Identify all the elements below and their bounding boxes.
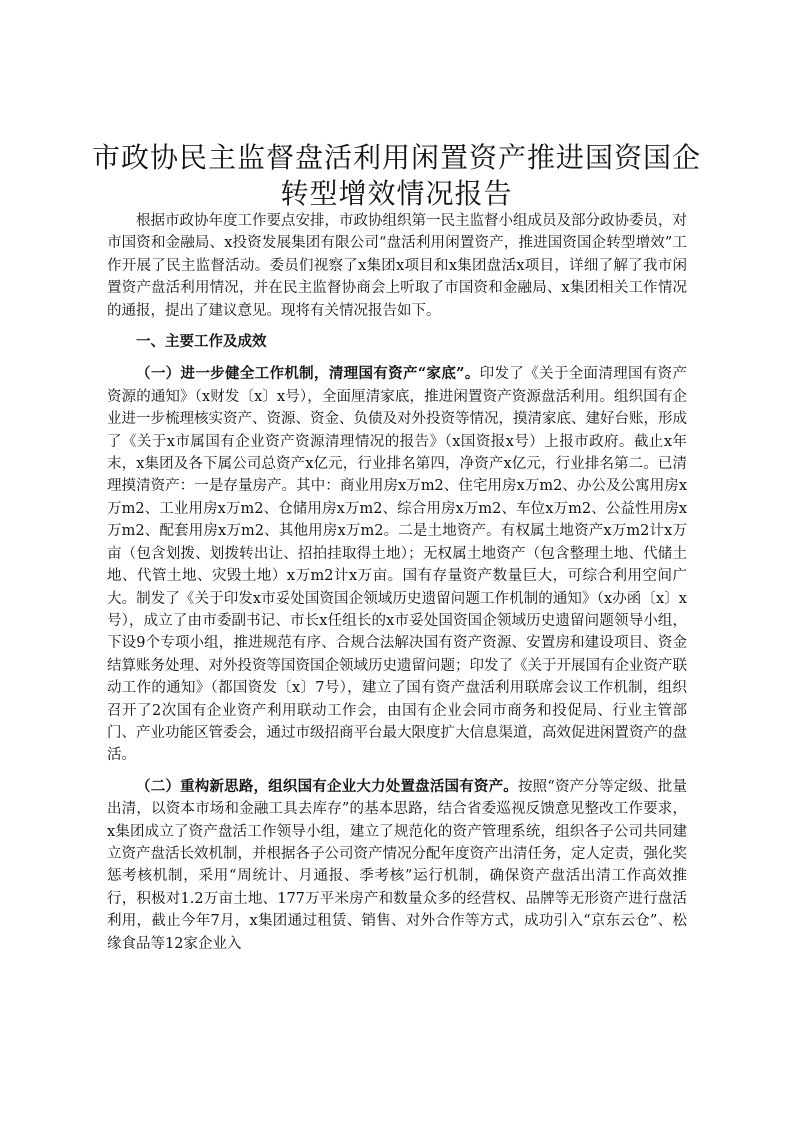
item2-paragraph — [107, 776, 687, 955]
intro-paragraph: 根据市政协年度工作要点安排，市政协组织第一民主监督小组成员及部分政协委员，对市国资和金融局、x投资发展集团有限公司“盘活利用闲置资产，推进国资国企转型增效”工作开展了民主监督活动。委员们视察了x集团x项目和x集团盘活x项目，详细了解了我市闲置资产盘活利用情况，并在民主监督协商会上听取了市国资和金融局、x集团相关工作情况的通报，提出了建议意见。现将有关情况报告如下。 — [107, 213, 687, 319]
item2-lead: （二）重构新思路，组织国有企业大力处置盘活国有资产。 — [136, 777, 518, 795]
section-heading: 一、主要工作及成效 — [136, 334, 267, 351]
document-body — [107, 210, 687, 964]
item2-text: 按照“资产分等定级、批量出清，以资本市场和金融工具去库存”的基本思路，结合省委巡视反馈意见整改工作要求，x集团成立了资产盘活工作领导小组，建立了规范化的资产管理系统，组织各子公司共同建立资产盘活长效机制，并根据各子公司资产情况分配年度资产出清任务，定人定责，强化奖惩考核机制，采用“周统计、月通报、季考核”运行机制，确保资产盘活出清工作高效推行，积极对1.2万亩土地、177万平米房产和数量众多的经营权、品牌等无形资产进行盘活利用，截止今年7月，x集团通过租赁、销售、对外合作等方式，成功引入“京东云仓”、松缘食品等12家企业入 — [107, 778, 688, 952]
item1-paragraph — [107, 363, 687, 766]
item1-text: 印发了《关于全面清理国有资产资源的通知》（x财发〔x〕x号），全面厘清家底，推进闲置资产资源盘活利用。组织国有企业进一步梳理核实资产、资源、资金、负债及对外投资等情况，摸清家底、建好台账，形成了《关于x市属国有企业资产资源清理情况的报告》（x国资报x号）上报市政府。截止x年末，x集团及各下属公司总资产x亿元，行业排名第四，净资产x亿元，行业排名第二。已清理摸清资产：一是存量房产。其中：商业用房x万m2、住宅用房x万m2、办公及公寓用房x万m2、工业用房x万m2、仓储用房x万m2、综合用房x万m2、车位x万m2、公益性用房x万m2、配套用房x万m2、其他用房x万m2。二是土地资产。有权属土地资产x万m2计x万亩（包含划拨、划拨转出让、招拍挂取得土地）；无权属土地资产（包含整理土地、代储土地、代管土地、灾毁土地）x万m2计x万亩。国有存量资产数量巨大，可综合利用空间广大。制发了《关于印发x市妥处国资国企领域历史遗留问题工作机制的通知》（x办函〔x〕x号），成立了由市委副书记、市长x任组长的x市妥处国资国企领域历史遗留问题领导小组，下设9个专项小组，推进规范有序、合规合法解决国有资产资源、安置房和建设项目、资金结算账务处理、对外投资等国资国企领域历史遗留问题；印发了《关于开展国有企业资产联动工作的通知》（都国资发〔x〕7号），建立了国有资产盘活利用联席会议工作机制，组织召开了2次国有企业资产利用联动工作会，由国有企业会同市商务和投促局、行业主管部门、产业功能区管委会，通过市级招商平台最大限度扩大信息渠道，高效促进闲置资产的盘活。 — [107, 366, 687, 764]
document-title: 市政协民主监督盘活利用闲置资产推进国资国企转型增效情况报告 — [91, 141, 701, 210]
item1-lead: （一）进一步健全工作机制，清理国有资产“家底”。 — [136, 365, 480, 383]
